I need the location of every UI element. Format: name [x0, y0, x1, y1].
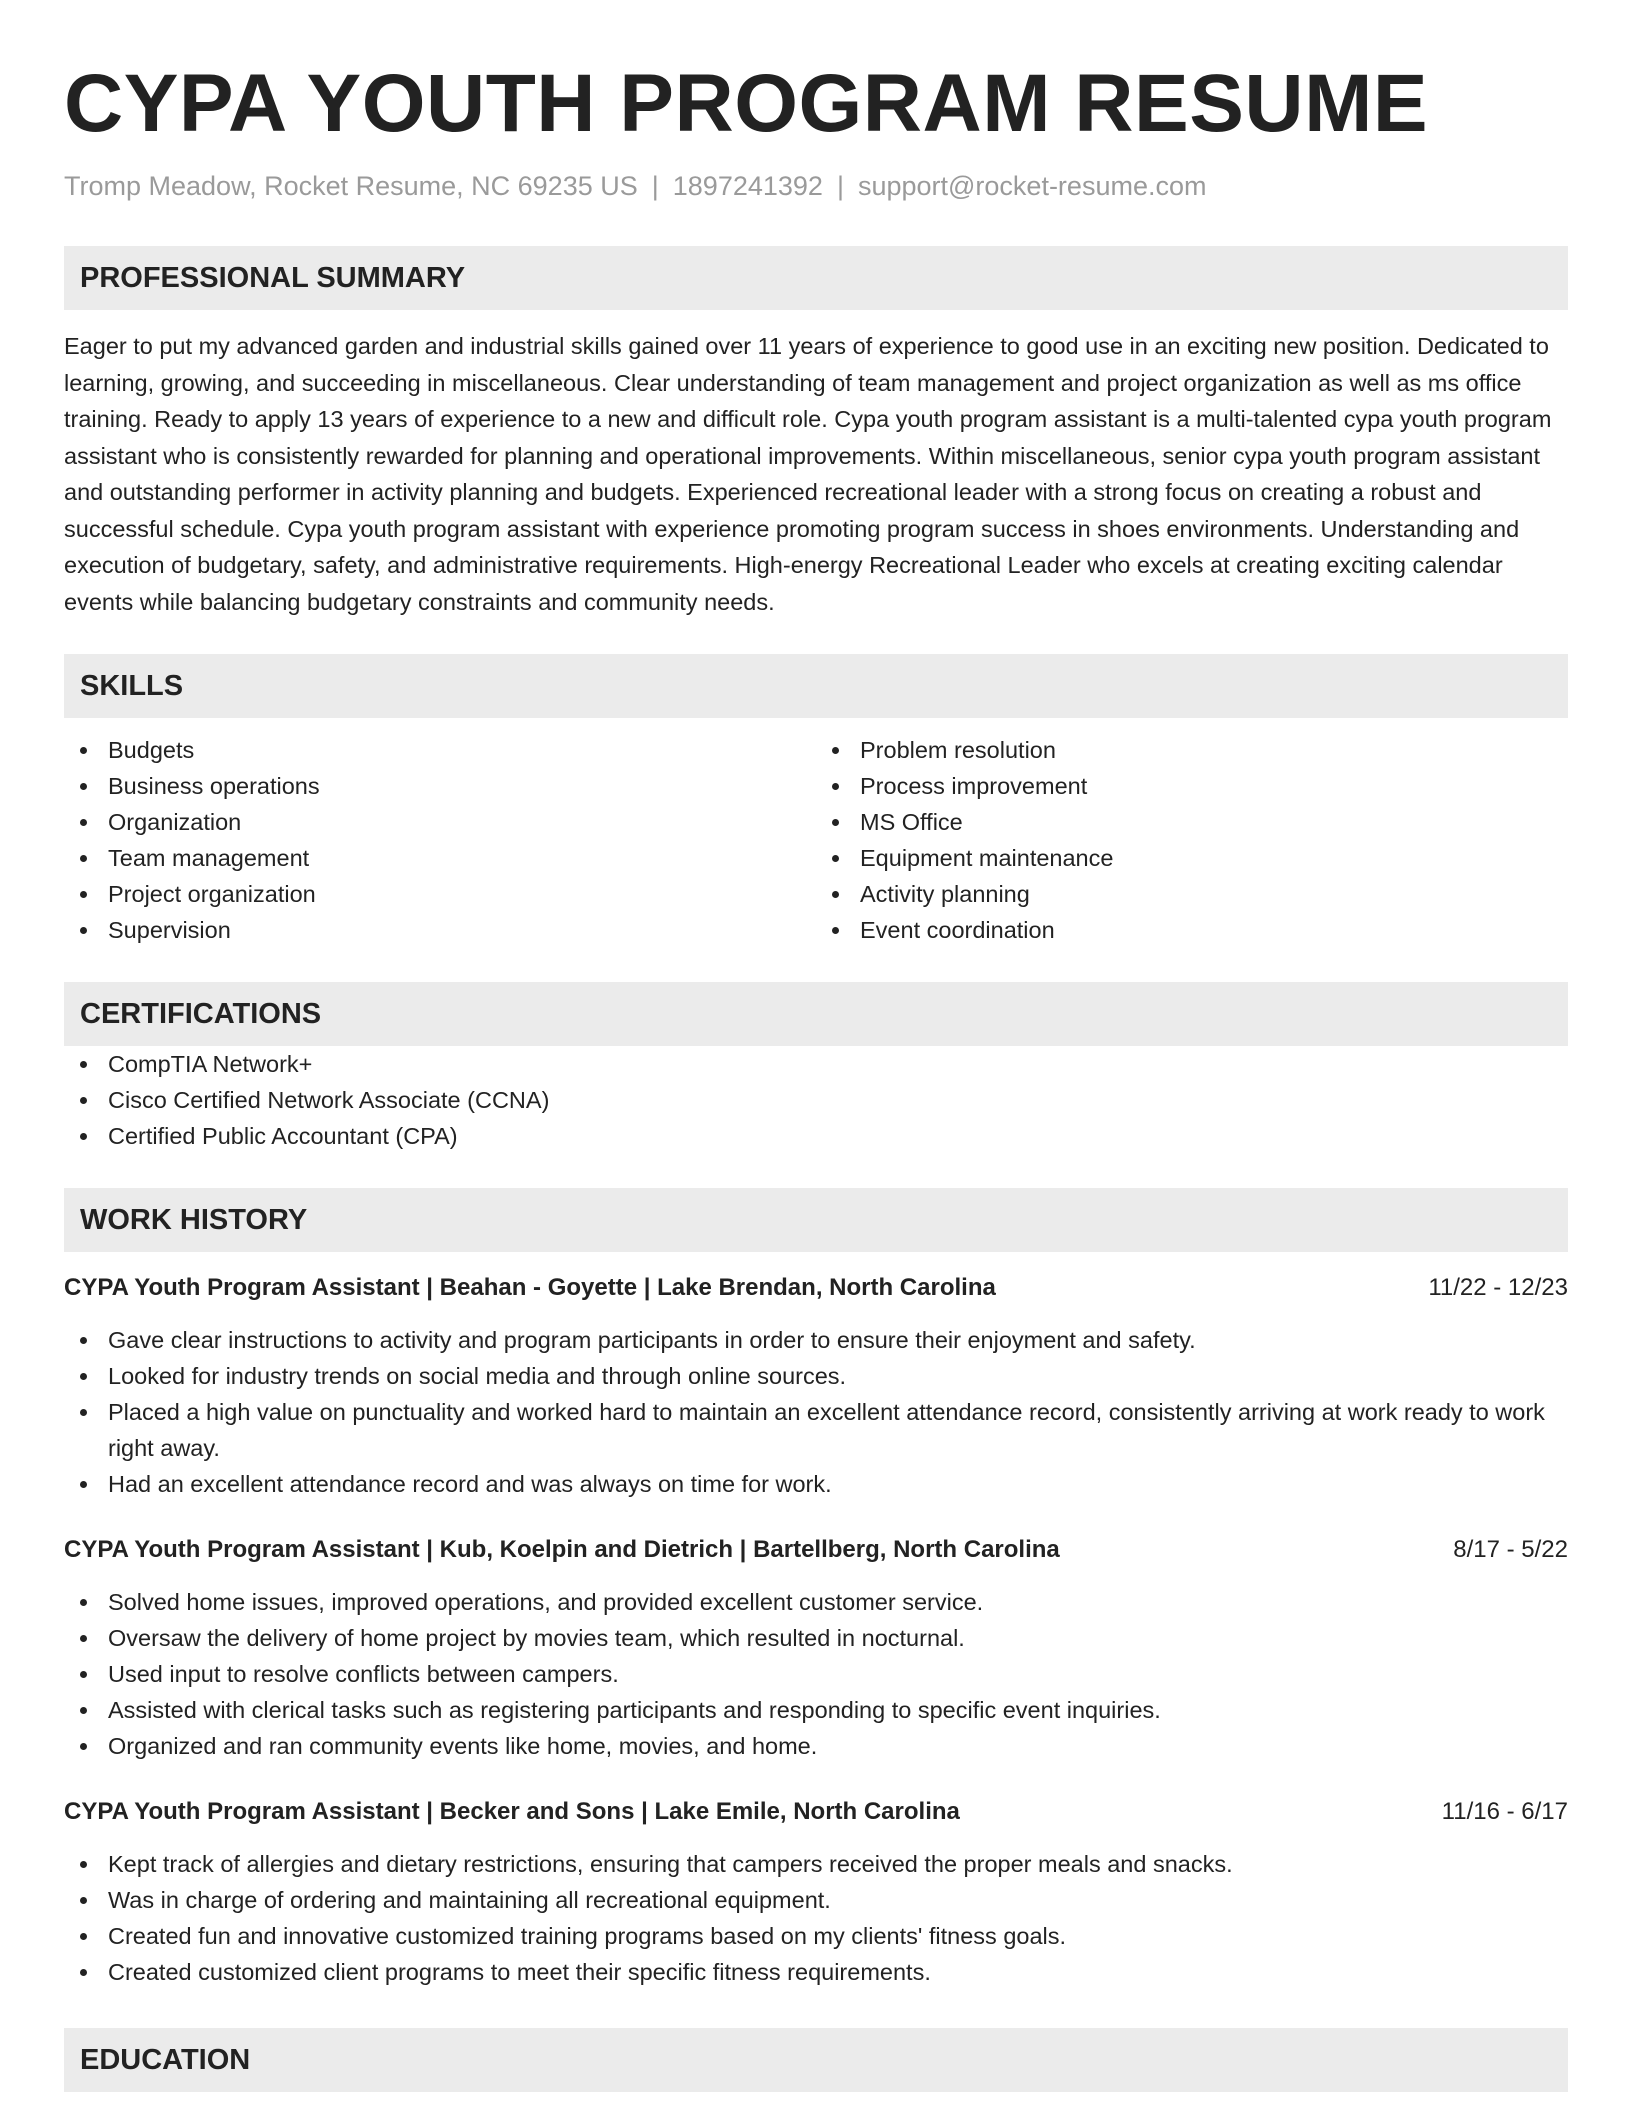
job-header [64, 1532, 1568, 1568]
skill-item: Event coordination [816, 912, 1568, 948]
skill-item: Project organization [64, 876, 816, 912]
certifications-section [64, 982, 1568, 1154]
job-entry [64, 1270, 1568, 1502]
job-heading: CYPA Youth Program Assistant | Kub, Koelpin and Dietrich | Bartellberg, North Carolina [64, 1536, 1060, 1563]
contact-separator: | [651, 171, 659, 201]
job-bullet: Organized and ran community events like home, movies, and home. [64, 1728, 1568, 1764]
skill-item: Organization [64, 804, 816, 840]
job-entry [64, 1532, 1568, 1764]
summary-text: Eager to put my advanced garden and industrial skills gained over 11 years of experience to good use in an exciting new position. Dedicated to learning, growing, and succeeding in miscellaneous. Clear understanding of team management and project organization as well as ms office training. Ready to apply 13 years of experience to a new and difficult role. Cypa youth program assistant is a multi-talented cypa youth program assistant who is consistently rewarded for planning and operational improvements. Within miscellaneous, senior cypa youth program assistant and outstanding performer in activity planning and budgets. Experienced recreational leader with a strong focus on creating a robust and successful schedule. Cypa youth program assistant with experience promoting program success in shoes environments. Understanding and execution of budgetary, safety, and administrative requirements. High-energy Recreational Leader who excels at creating exciting calendar events while balancing budgetary constraints and community needs. [64, 333, 1552, 615]
certification-item: Cisco Certified Network Associate (CCNA) [64, 1082, 1568, 1118]
job-bullets [64, 1322, 1568, 1502]
skills-left-list [64, 732, 816, 948]
job-bullet: Kept track of allergies and dietary restrictions, ensuring that campers received the proper meals and snacks. [64, 1846, 1568, 1882]
job-bullet: Created customized client programs to meet their specific fitness requirements. [64, 1954, 1568, 1990]
job-header [64, 1794, 1568, 1830]
job-header [64, 1270, 1568, 1306]
skill-item: Supervision [64, 912, 816, 948]
skill-item: Equipment maintenance [816, 840, 1568, 876]
job-heading: CYPA Youth Program Assistant | Beahan - Goyette | Lake Brendan, North Carolina [64, 1274, 996, 1301]
skill-item: MS Office [816, 804, 1568, 840]
education-heading: EDUCATION [64, 2028, 1568, 2092]
summary-section [64, 246, 1568, 620]
contact-line [64, 168, 1568, 204]
skill-item: Activity planning [816, 876, 1568, 912]
skills-columns [64, 732, 1568, 948]
certifications-list [64, 1046, 1568, 1154]
contact-email: support@rocket-resume.com [857, 171, 1207, 201]
resume-title: CYPA YOUTH PROGRAM RESUME [64, 58, 1429, 149]
summary-heading: PROFESSIONAL SUMMARY [64, 246, 1568, 310]
job-bullet: Was in charge of ordering and maintaining all recreational equipment. [64, 1882, 1568, 1918]
job-bullets [64, 1846, 1568, 1990]
skill-item: Process improvement [816, 768, 1568, 804]
job-bullet: Placed a high value on punctuality and worked hard to maintain an excellent attendance record, consistently arriving at work ready to work right away. [64, 1394, 1568, 1466]
job-entry [64, 1794, 1568, 1990]
skills-heading: SKILLS [64, 654, 1568, 718]
contact-address: Tromp Meadow, Rocket Resume, NC 69235 US [64, 171, 638, 201]
job-bullet: Used input to resolve conflicts between campers. [64, 1656, 1568, 1692]
contact-phone: 1897241392 [672, 171, 823, 201]
education-section [64, 2028, 1568, 2092]
job-bullets [64, 1584, 1568, 1764]
certification-item: CompTIA Network+ [64, 1046, 1568, 1082]
job-heading: CYPA Youth Program Assistant | Becker and Sons | Lake Emile, North Carolina [64, 1798, 960, 1825]
job-bullet: Assisted with clerical tasks such as registering participants and responding to specific event inquiries. [64, 1692, 1568, 1728]
work-history-heading: WORK HISTORY [64, 1188, 1568, 1252]
job-dates: 8/17 - 5/22 [1453, 1536, 1568, 1563]
skill-item: Problem resolution [816, 732, 1568, 768]
contact-separator: | [836, 171, 844, 201]
skill-item: Team management [64, 840, 816, 876]
job-bullet: Oversaw the delivery of home project by movies team, which resulted in nocturnal. [64, 1620, 1568, 1656]
skill-item: Business operations [64, 768, 816, 804]
job-bullet: Had an excellent attendance record and was always on time for work. [64, 1466, 1568, 1502]
job-bullet: Solved home issues, improved operations, and provided excellent customer service. [64, 1584, 1568, 1620]
job-dates: 11/22 - 12/23 [1428, 1274, 1568, 1301]
job-bullet: Created fun and innovative customized training programs based on my clients' fitness goals. [64, 1918, 1568, 1954]
job-bullet: Gave clear instructions to activity and program participants in order to ensure their enjoyment and safety. [64, 1322, 1568, 1358]
skills-right-list [816, 732, 1568, 948]
skill-item: Budgets [64, 732, 816, 768]
work-history-section [64, 1188, 1568, 1990]
job-bullet: Looked for industry trends on social media and through online sources. [64, 1358, 1568, 1394]
certification-item: Certified Public Accountant (CPA) [64, 1118, 1568, 1154]
skills-section [64, 654, 1568, 948]
job-dates: 11/16 - 6/17 [1441, 1798, 1568, 1825]
certifications-heading: CERTIFICATIONS [64, 982, 1568, 1046]
